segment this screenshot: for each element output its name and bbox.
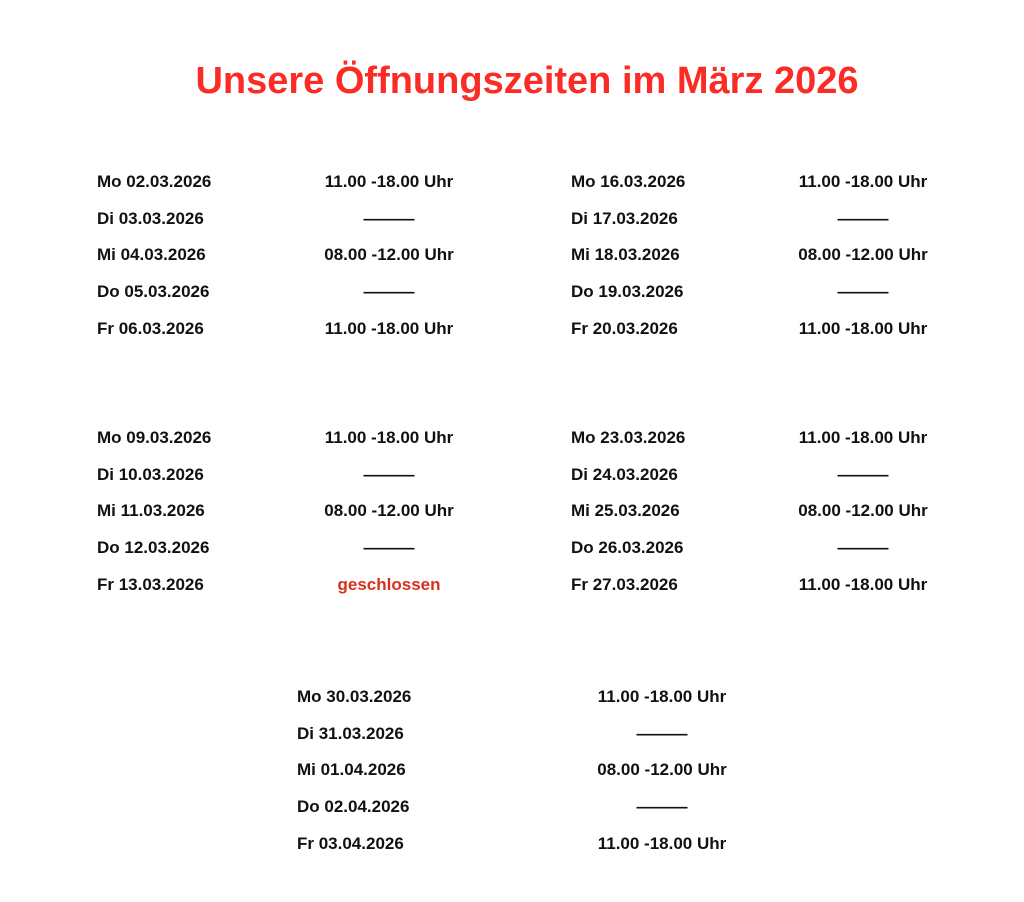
opening-hours: ——— [837, 464, 889, 484]
date-label: Di 17.03.2026 [571, 208, 678, 228]
opening-hours: ——— [837, 282, 889, 302]
date-label: Fr 03.04.2026 [297, 833, 404, 853]
date-label: Mo 16.03.2026 [571, 172, 686, 191]
date-label: Mi 01.04.2026 [297, 760, 406, 780]
opening-hours: 11.00 -18.00 Uhr [798, 574, 928, 594]
opening-hours: ——— [363, 464, 415, 484]
opening-hours: 11.00 -18.00 Uhr [324, 172, 454, 191]
opening-hours: ——— [636, 723, 688, 743]
date-label: Di 24.03.2026 [571, 464, 678, 484]
opening-hours: ——— [363, 208, 415, 228]
date-label: Fr 06.03.2026 [97, 318, 204, 338]
date-label: Mo 02.03.2026 [97, 172, 212, 191]
opening-hours: 08.00 -12.00 Uhr [597, 760, 727, 780]
date-label: Fr 27.03.2026 [571, 574, 678, 594]
date-label: Di 31.03.2026 [297, 723, 404, 743]
opening-hours: 11.00 -18.00 Uhr [798, 318, 928, 338]
opening-hours: 11.00 -18.00 Uhr [324, 318, 454, 338]
opening-hours: geschlossen [337, 574, 441, 594]
opening-hours: 08.00 -12.00 Uhr [798, 501, 928, 521]
date-label: Do 12.03.2026 [97, 538, 210, 558]
date-label: Fr 20.03.2026 [571, 318, 678, 338]
opening-hours: ——— [363, 538, 415, 558]
opening-hours: ——— [363, 282, 415, 302]
opening-hours: 11.00 -18.00 Uhr [798, 428, 928, 447]
opening-hours: ——— [837, 538, 889, 558]
opening-hours: 11.00 -18.00 Uhr [798, 172, 928, 191]
date-label: Mo 30.03.2026 [297, 687, 412, 706]
page-title: Unsere Öffnungszeiten im März 2026 [195, 60, 859, 102]
date-label: Mo 09.03.2026 [97, 428, 212, 447]
date-label: Mi 18.03.2026 [571, 245, 680, 265]
opening-hours: ——— [636, 797, 688, 817]
opening-hours: ——— [837, 208, 889, 228]
date-label: Mo 23.03.2026 [571, 428, 686, 447]
opening-hours: 11.00 -18.00 Uhr [324, 428, 454, 447]
date-label: Mi 04.03.2026 [97, 245, 206, 265]
date-label: Do 02.04.2026 [297, 797, 410, 817]
date-label: Di 10.03.2026 [97, 464, 204, 484]
date-label: Do 05.03.2026 [97, 282, 210, 302]
date-label: Do 19.03.2026 [571, 282, 684, 302]
date-label: Mi 25.03.2026 [571, 501, 680, 521]
opening-hours: 11.00 -18.00 Uhr [597, 833, 727, 853]
opening-hours: 11.00 -18.00 Uhr [597, 687, 727, 706]
date-label: Mi 11.03.2026 [97, 501, 205, 521]
date-label: Fr 13.03.2026 [97, 574, 204, 594]
opening-hours: 08.00 -12.00 Uhr [324, 501, 454, 521]
date-label: Di 03.03.2026 [97, 208, 204, 228]
date-label: Do 26.03.2026 [571, 538, 684, 558]
opening-hours: 08.00 -12.00 Uhr [798, 245, 928, 265]
opening-hours: 08.00 -12.00 Uhr [324, 245, 454, 265]
